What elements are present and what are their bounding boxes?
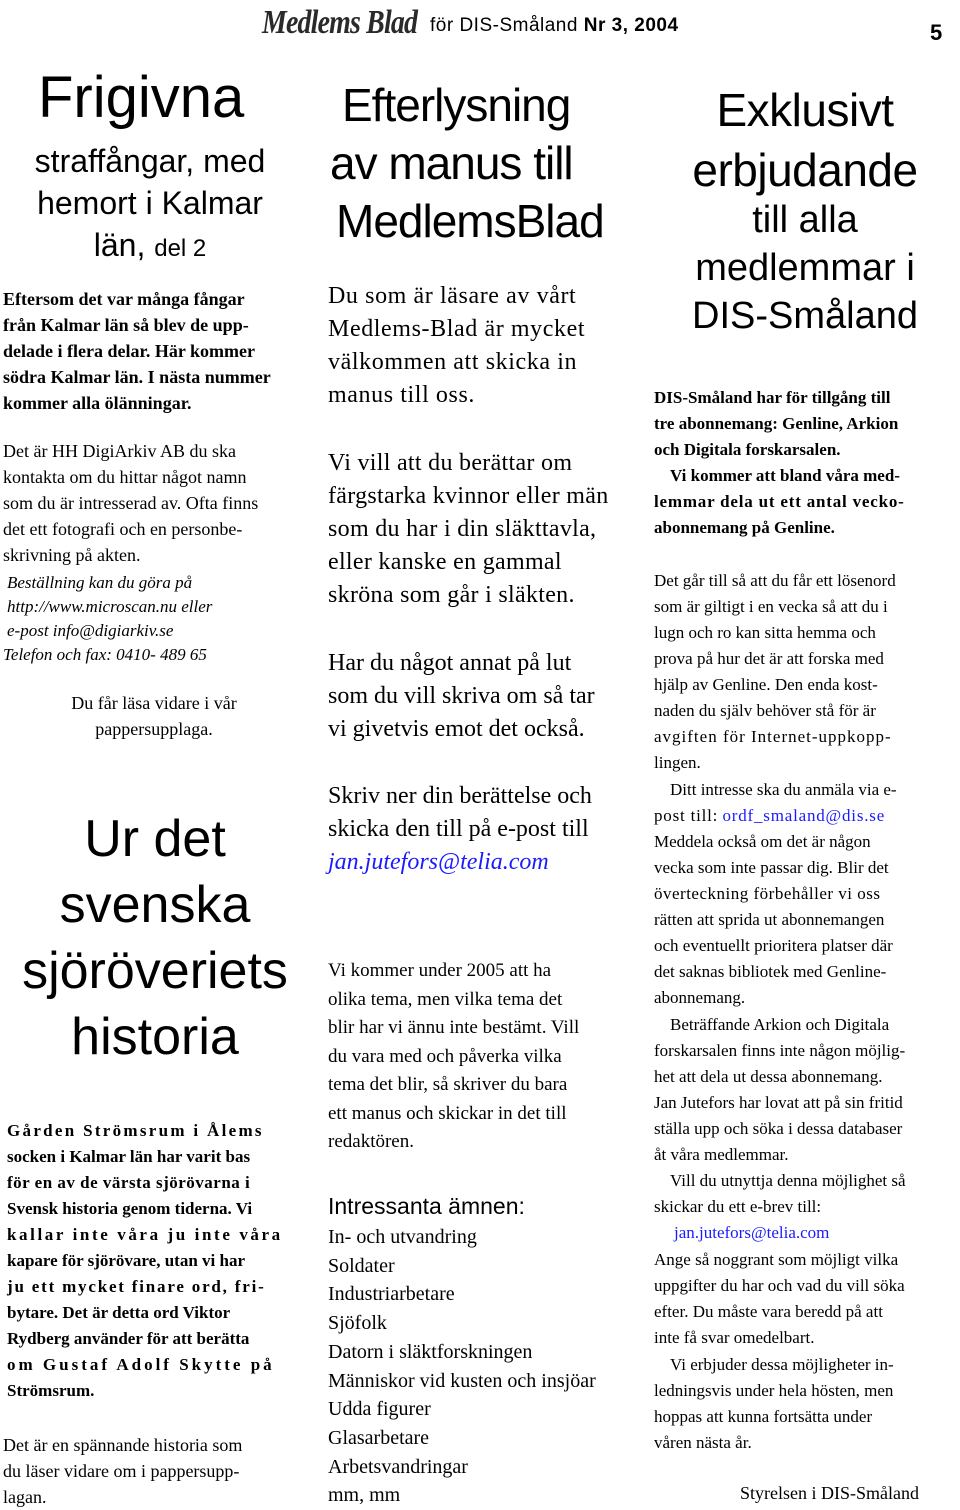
topic-item: Soldater xyxy=(328,1254,395,1277)
theme-line: Vi kommer under 2005 att ha xyxy=(328,960,552,981)
read-more-line: pappersupplaga. xyxy=(95,719,213,739)
order-line: Beställning kan du göra på xyxy=(7,573,193,592)
offer-subtitle xyxy=(652,196,958,340)
pirate-line: kallar inte våra ju inte våra xyxy=(7,1225,283,1244)
theme-line: du vara med och påverka vilka xyxy=(328,1045,562,1067)
offer-line: Vill du utnyttja denna möjlighet så xyxy=(670,1171,906,1190)
manus-paragraph-2 xyxy=(328,447,609,612)
offer-paragraph-3 xyxy=(654,1012,905,1168)
body-line: skrivning på akten. xyxy=(3,545,141,565)
offer-paragraph-1 xyxy=(654,568,896,776)
offer-title-line: Exklusivt xyxy=(716,84,894,136)
closing-line: lagan. xyxy=(3,1487,47,1507)
pirate-title-line: sjöröveriets xyxy=(22,942,288,1000)
offer-line: Beträffande Arkion och Digitala xyxy=(670,1015,890,1034)
pirate-article-body xyxy=(7,1118,283,1404)
offer-title xyxy=(652,80,958,200)
offer-line: efter. Du måste vara beredd på att xyxy=(654,1302,883,1321)
offer-line: prova på hur det är att forska med xyxy=(654,649,884,668)
manus-line: Skriv ner din berättelse och xyxy=(328,783,592,809)
topic-item: Glasarbetare xyxy=(328,1426,430,1449)
offer-bold-line: abonnemang på Genline. xyxy=(654,518,835,537)
manus-line: som du har i din släkttavla, xyxy=(328,516,597,542)
manus-line: eller kanske en gammal xyxy=(328,549,562,575)
manus-line: som du vill skriva om så tar xyxy=(328,683,595,709)
manus-line: Medlems-Blad är mycket xyxy=(328,316,586,342)
manus-line: Vi vill att du berättar om xyxy=(328,450,573,476)
topic-item: mm, mm xyxy=(328,1484,401,1507)
topic-item: Industriarbetare xyxy=(328,1283,455,1306)
read-more-line: Du får läsa vidare i vår xyxy=(71,693,237,713)
intro-line: södra Kalmar län. I nästa nummer xyxy=(3,367,271,387)
offer-line: inte få svar omedelbart. xyxy=(654,1328,815,1347)
offer-signature: Styrelsen i DIS-Småland xyxy=(740,1483,919,1503)
page-number: 5 xyxy=(930,20,943,45)
subtitle-line-2: hemort i Kalmar xyxy=(37,185,263,221)
offer-line: åt våra medlemmar. xyxy=(654,1145,789,1164)
topics-list xyxy=(328,1223,596,1510)
article-title-frigivna: Frigivna xyxy=(38,65,245,130)
manus-call-title xyxy=(330,76,604,250)
offer-line: rätten att sprida ut abonnemangen xyxy=(654,910,885,929)
offer-bold-line: tre abonnemang: Genline, Arkion xyxy=(654,414,899,433)
manus-line: vi givetvis emot det också. xyxy=(328,716,585,742)
manus-line: Du som är läsare av vårt xyxy=(328,283,577,309)
offer-bold-line: och Digitala forskarsalen. xyxy=(654,440,841,459)
pirate-line: Strömsrum. xyxy=(7,1381,95,1400)
offer-line: och eventuellt prioritera platser där xyxy=(654,936,893,955)
issue-number: Nr 3, 2004 xyxy=(583,15,679,36)
article-subtitle xyxy=(0,140,300,270)
offer-subtitle-line: medlemmar i xyxy=(695,247,915,289)
manus-line: manus till oss. xyxy=(328,382,476,408)
manus-paragraph-1 xyxy=(328,280,585,412)
body-line: det ett fotografi och en personbe- xyxy=(3,519,243,539)
pirate-line: Rydberg använder för att berätta xyxy=(7,1329,250,1348)
topic-item: Datorn i släktforskningen xyxy=(328,1340,533,1363)
topic-item: Människor vid kusten och insjöar xyxy=(328,1369,596,1392)
offer-bold-line: Vi kommer att bland våra med- xyxy=(670,466,900,485)
read-more-note xyxy=(0,690,308,742)
pirate-title-line: svenska xyxy=(59,876,251,934)
offer-paragraph-2 xyxy=(654,829,893,1011)
offer-line: abonnemang. xyxy=(654,988,746,1007)
theme-line: redaktören. xyxy=(328,1131,414,1152)
issue-line xyxy=(430,15,679,37)
intro-line: från Kalmar län så blev de upp- xyxy=(3,315,249,335)
offer-bold-line: lemmar dela ut ett antal vecko- xyxy=(654,492,905,511)
intro-line: Eftersom det var många fångar xyxy=(3,289,245,309)
offer-line: forskarsalen finns inte någon möjlig- xyxy=(654,1041,906,1060)
newsletter-logo: Medlems Blad xyxy=(262,4,418,41)
offer-line: het att dela ut dessa abonnemang. xyxy=(654,1067,883,1086)
topic-item: In- och utvandring xyxy=(328,1226,477,1248)
subtitle-del: del 2 xyxy=(154,235,207,262)
offer-line: lingen. xyxy=(654,753,701,772)
closing-line: Det är en spännande historia som xyxy=(3,1435,243,1455)
intro-line: kommer alla ölänningar. xyxy=(3,393,192,413)
offer-paragraph-4 xyxy=(654,1168,906,1246)
manus-line: skicka den till på e-post till xyxy=(328,816,589,842)
pirate-closing xyxy=(3,1432,242,1510)
intro-paragraph xyxy=(3,286,271,416)
interest-post-label: post till: xyxy=(654,806,719,825)
pirate-title-line: Ur det xyxy=(84,810,226,868)
offer-line: Det går till så att du får ett lösenord xyxy=(654,571,896,590)
intro-line: delade i flera delar. Här kommer xyxy=(3,341,255,361)
subtitle-line-3 xyxy=(0,224,300,270)
offer-line: överteckning förbehåller vi oss xyxy=(654,884,881,903)
offer-line: det saknas bibliotek med Genline- xyxy=(654,962,887,981)
theme-line: ett manus och skickar in det till xyxy=(328,1102,567,1124)
pirate-line: ju ett mycket finare ord, fri- xyxy=(7,1277,266,1296)
body-line: kontakta om du hittar något namn xyxy=(3,467,247,487)
manus-line: välkommen att skicka in xyxy=(328,349,578,375)
theme-line: olika tema, men vilka tema det xyxy=(328,988,563,1010)
offer-line: naden du själv behöver stå för är xyxy=(654,701,876,720)
pirate-line: för en av de värsta sjörövarna i xyxy=(7,1173,251,1192)
offer-line: hjälp av Genline. Den enda kost- xyxy=(654,675,878,694)
offer-paragraph-5 xyxy=(654,1247,905,1351)
offer-interest xyxy=(654,777,897,829)
pirate-line: bytare. Det är detta ord Viktor xyxy=(7,1303,231,1322)
offer-line: våren nästa år. xyxy=(654,1433,752,1452)
offer-email-link[interactable]: jan.jutefors@telia.com xyxy=(674,1223,830,1242)
offer-line: vecka som inte passar dig. Blir det xyxy=(654,858,889,877)
body-line: Det är HH DigiArkiv AB du ska xyxy=(3,441,236,461)
offer-title-line: erbjudande xyxy=(692,144,918,196)
manus-line: Har du något annat på lut xyxy=(328,650,572,676)
manus-title-line: MedlemsBlad xyxy=(336,195,604,247)
theme-line: blir har vi ännu inte bestämt. Vill xyxy=(328,1017,580,1038)
pirate-line: socken i Kalmar län har varit bas xyxy=(7,1147,251,1166)
subtitle-lan: län, xyxy=(93,227,146,263)
offer-line: Ange så noggrant som möjligt vilka xyxy=(654,1250,899,1269)
offer-line: Vi erbjuder dessa möjligheter in- xyxy=(670,1355,894,1374)
topic-item: Udda figurer xyxy=(328,1398,431,1421)
pirate-line: Gården Strömsrum i Ålems xyxy=(7,1121,264,1140)
pirate-article-title xyxy=(0,806,310,1070)
pirate-line: kapare för sjörövare, utan vi har xyxy=(7,1251,245,1270)
manus-line: färgstarka kvinnor eller män xyxy=(328,483,609,509)
offer-line: ställa upp och söka i dessa databaser xyxy=(654,1119,903,1138)
order-email-line[interactable]: e-post info@digiarkiv.se xyxy=(7,621,174,640)
topic-item: Arbetsvandringar xyxy=(328,1455,468,1478)
closing-line: du läser vidare om i pappersupp- xyxy=(3,1461,240,1481)
offer-line: Jan Jutefors har lovat att på sin fritid xyxy=(654,1093,903,1112)
manus-paragraph-3 xyxy=(328,647,595,746)
offer-bold-line: DIS-Småland har för tillgång till xyxy=(654,388,891,407)
offer-paragraph-6 xyxy=(654,1352,894,1456)
offer-line: som är giltigt i en vecka så att du i xyxy=(654,597,888,616)
order-link-line[interactable]: http://www.microscan.nu eller xyxy=(7,597,213,616)
digiarkiv-paragraph xyxy=(3,438,258,568)
offer-line: skickar du ett e-brev till: xyxy=(654,1197,822,1216)
issue-prefix: för DIS-Småland xyxy=(430,15,578,36)
manus-paragraph-4 xyxy=(328,780,592,879)
manus-title-line: av manus till xyxy=(330,137,573,189)
subtitle-line-1: straffångar, med xyxy=(34,143,266,179)
offer-bold-intro xyxy=(654,385,905,541)
body-line: som du är intresserad av. Ofta finns xyxy=(3,493,259,513)
offer-subtitle-line: DIS-Småland xyxy=(692,295,918,337)
interest-email-link[interactable]: ordf_smaland@dis.se xyxy=(722,806,886,825)
offer-line: lugn och ro kan sitta hemma och xyxy=(654,623,876,642)
topics-heading: Intressanta ämnen: xyxy=(328,1193,525,1219)
offer-line: ledningsvis under hela hösten, men xyxy=(654,1381,894,1400)
manus-email-link[interactable]: jan.jutefors@telia.com xyxy=(328,849,549,875)
pirate-line: om Gustaf Adolf Skytte på xyxy=(7,1355,275,1374)
manus-line: skröna som går i släkten. xyxy=(328,582,575,608)
offer-line: hoppas att kunna fortsätta under xyxy=(654,1407,873,1426)
offer-line: avgiften för Internet-uppkopp- xyxy=(654,727,892,746)
pirate-line: Svensk historia genom tiderna. Vi xyxy=(7,1199,253,1218)
interest-line: Ditt intresse ska du anmäla via e- xyxy=(670,780,897,799)
offer-line: uppgifter du har och vad du vill söka xyxy=(654,1276,905,1295)
topic-item: Sjöfolk xyxy=(328,1312,387,1335)
offer-subtitle-line: till alla xyxy=(752,199,858,241)
order-phone-line: Telefon och fax: 0410- 489 65 xyxy=(3,645,207,664)
manus-paragraph-5 xyxy=(328,957,579,1157)
order-info xyxy=(3,571,212,667)
pirate-title-line: historia xyxy=(71,1008,239,1066)
manus-title-line: Efterlysning xyxy=(342,79,571,131)
offer-line: Meddela också om det är någon xyxy=(654,832,871,851)
theme-line: tema det blir, så skriver du bara xyxy=(328,1074,568,1095)
